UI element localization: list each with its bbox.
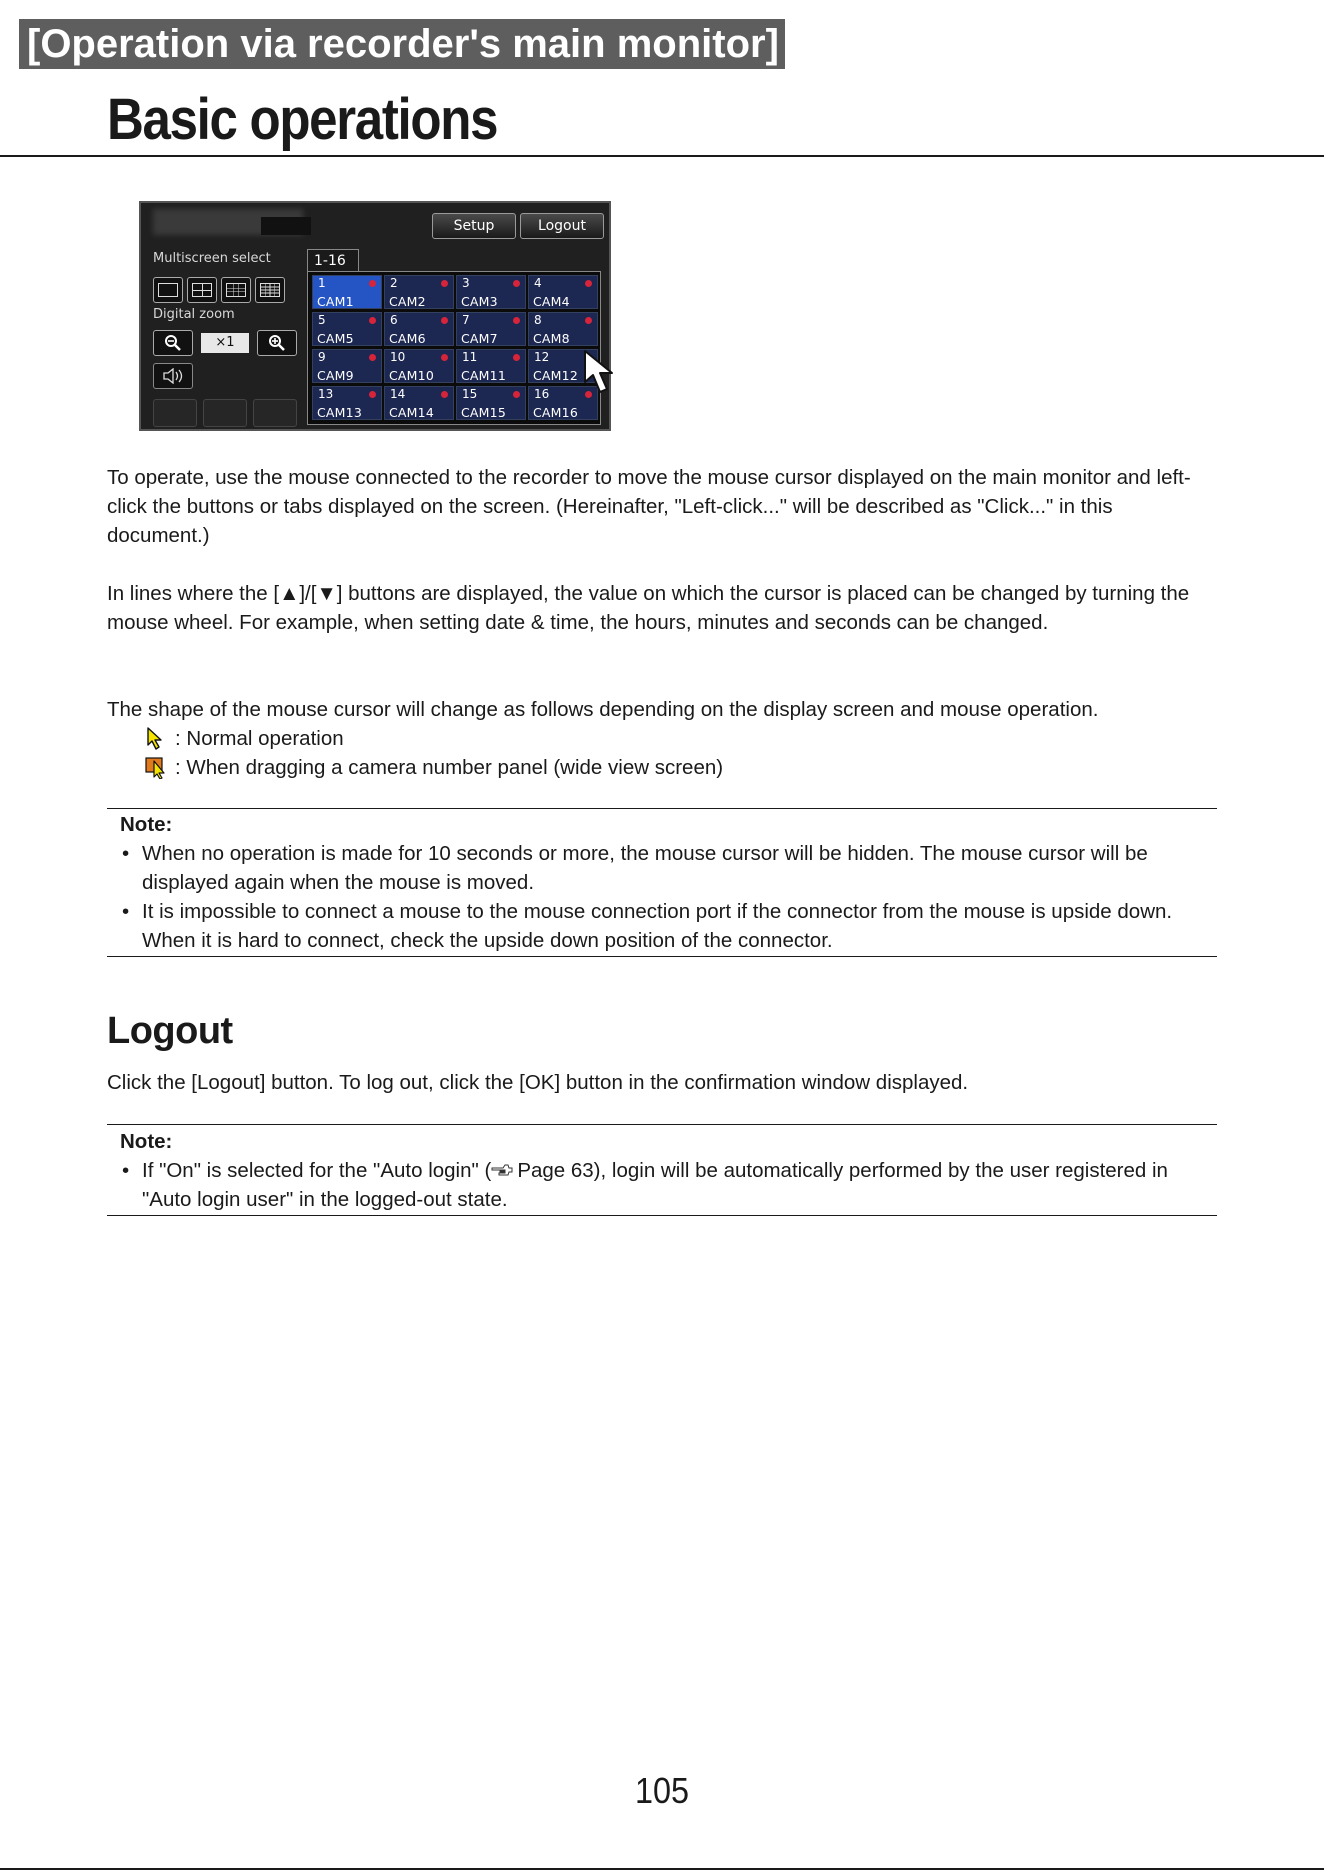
- cursor-legend-drag: [145, 753, 723, 782]
- camera-tile[interactable]: [456, 312, 526, 346]
- disabled-button: [253, 399, 297, 427]
- section-tag: [Operation via recorder's main monitor]: [19, 19, 785, 69]
- note-title: Note:: [120, 813, 173, 836]
- camera-tile[interactable]: [312, 386, 382, 420]
- tab-1-16[interactable]: 1-16: [307, 249, 359, 271]
- note-divider-bottom: [107, 956, 1217, 957]
- logout-button[interactable]: Logout: [520, 213, 604, 239]
- camera-tile[interactable]: [456, 275, 526, 309]
- cursor-drag-text: : When dragging a camera number panel (wide view screen): [175, 756, 724, 779]
- recording-indicator-icon: [369, 391, 376, 398]
- note-divider-top: [107, 1124, 1217, 1125]
- camera-name: CAM2: [389, 294, 426, 309]
- recording-indicator-icon: [585, 317, 592, 324]
- page-reference-icon: [491, 1164, 513, 1176]
- camera-number: 7: [462, 313, 470, 327]
- camera-name: CAM15: [461, 405, 506, 420]
- camera-number: 6: [390, 313, 398, 327]
- paragraph-cursor-shape: The shape of the mouse cursor will change as follows depending on the display screen and mouse operation.: [107, 698, 1099, 721]
- zoom-value: ×1: [201, 333, 249, 353]
- logout-text: Click the [Logout] button. To log out, click the [OK] button in the confirmation window displayed.: [107, 1071, 969, 1094]
- camera-number: 1: [318, 276, 326, 290]
- recording-indicator-icon: [441, 354, 448, 361]
- camera-number: 10: [390, 350, 406, 364]
- logout-heading: Logout: [107, 1010, 233, 1052]
- camera-name: CAM7: [461, 331, 498, 346]
- note-title: Note:: [120, 1130, 173, 1153]
- drag-cursor-icon: [145, 755, 167, 779]
- camera-name: CAM11: [461, 368, 506, 383]
- quad-screen-button[interactable]: [187, 277, 217, 303]
- camera-tile[interactable]: [312, 275, 382, 309]
- camera-number: 5: [318, 313, 326, 327]
- camera-tile[interactable]: [528, 312, 598, 346]
- camera-name: CAM9: [317, 368, 354, 383]
- camera-tile[interactable]: [384, 275, 454, 309]
- camera-number: 15: [462, 387, 478, 401]
- bottom-divider: [0, 1868, 1324, 1870]
- camera-name: CAM6: [389, 331, 426, 346]
- recording-indicator-icon: [441, 280, 448, 287]
- camera-grid: [307, 271, 601, 425]
- page-number: 105: [634, 1770, 690, 1811]
- audio-button[interactable]: [153, 363, 193, 389]
- sixteen-screen-button[interactable]: [255, 277, 285, 303]
- recording-indicator-icon: [369, 317, 376, 324]
- camera-tile[interactable]: [384, 386, 454, 420]
- zoom-out-button[interactable]: [153, 330, 193, 356]
- note-divider-top: [107, 808, 1217, 809]
- camera-number: 13: [318, 387, 334, 401]
- normal-cursor-icon: [145, 726, 167, 750]
- camera-tile[interactable]: [312, 349, 382, 383]
- disabled-button: [153, 399, 197, 427]
- paragraph-operate: To operate, use the mouse connected to the recorder to move the mouse cursor displayed on the main monitor and left-click the buttons or tabs displayed on the screen. (Hereinafter, "Left-click..." will be described as "Click..." in this document.): [107, 466, 1191, 547]
- camera-number: 2: [390, 276, 398, 290]
- zoom-in-icon: [268, 334, 286, 352]
- camera-name: CAM12: [533, 368, 578, 383]
- camera-name: CAM3: [461, 294, 498, 309]
- single-screen-button[interactable]: [153, 277, 183, 303]
- camera-name: CAM10: [389, 368, 434, 383]
- camera-name: CAM5: [317, 331, 354, 346]
- recording-indicator-icon: [369, 354, 376, 361]
- recording-indicator-icon: [513, 280, 520, 287]
- camera-number: 14: [390, 387, 406, 401]
- camera-name: CAM8: [533, 331, 570, 346]
- camera-number: 16: [534, 387, 550, 401]
- nine-screen-button[interactable]: [221, 277, 251, 303]
- speaker-icon: [162, 368, 184, 384]
- camera-number: 4: [534, 276, 542, 290]
- recording-indicator-icon: [441, 317, 448, 324]
- camera-tile[interactable]: [456, 349, 526, 383]
- camera-tile[interactable]: [384, 349, 454, 383]
- camera-number: 12: [534, 350, 550, 364]
- cursor-legend-normal: [145, 724, 344, 753]
- camera-tile[interactable]: [456, 386, 526, 420]
- blurred-title-block: [261, 217, 311, 235]
- monitor-screenshot: [139, 201, 611, 431]
- camera-name: CAM13: [317, 405, 362, 420]
- recording-indicator-icon: [513, 354, 520, 361]
- camera-name: CAM4: [533, 294, 570, 309]
- camera-name: CAM14: [389, 405, 434, 420]
- disabled-button: [203, 399, 247, 427]
- recording-indicator-icon: [369, 280, 376, 287]
- camera-number: 11: [462, 350, 478, 364]
- note-item: [120, 1156, 1218, 1214]
- note-item: • When no operation is made for 10 seconds or more, the mouse cursor will be hidden. The mouse cursor will be displayed again when the mouse is moved.: [120, 839, 1218, 897]
- camera-number: 9: [318, 350, 326, 364]
- zoom-out-icon: [164, 334, 182, 352]
- camera-name: CAM16: [533, 405, 578, 420]
- note-text-after: Page 63), login will be automatically performed by the user registered in "Auto login user" in the logged-out state.: [142, 1159, 1168, 1211]
- camera-tile[interactable]: [312, 312, 382, 346]
- setup-button[interactable]: Setup: [432, 213, 516, 239]
- camera-tile[interactable]: [384, 312, 454, 346]
- paragraph-wheel: In lines where the [▲]/[▼] buttons are displayed, the value on which the cursor is placed can be changed by turning the mouse wheel. For example, when setting date & time, the hours, minutes and seconds can be changed.: [107, 582, 1190, 634]
- multiscreen-select-label: Multiscreen select: [153, 251, 271, 266]
- recording-indicator-icon: [513, 391, 520, 398]
- recording-indicator-icon: [513, 317, 520, 324]
- camera-name: CAM1: [317, 294, 354, 309]
- camera-tile[interactable]: [528, 275, 598, 309]
- camera-number: 8: [534, 313, 542, 327]
- note-item: • It is impossible to connect a mouse to the mouse connection port if the connector from the mouse is upside down. When it is hard to connect, check the upside down position of the connector.: [120, 897, 1218, 955]
- cursor-normal-text: : Normal operation: [175, 727, 344, 750]
- note-divider-bottom: [107, 1215, 1217, 1216]
- camera-number: 3: [462, 276, 470, 290]
- note-text-before: If "On" is selected for the "Auto login" (: [142, 1159, 492, 1182]
- mouse-cursor-icon: [582, 348, 626, 396]
- recording-indicator-icon: [585, 280, 592, 287]
- zoom-in-button[interactable]: [257, 330, 297, 356]
- title-divider: [0, 155, 1324, 157]
- recording-indicator-icon: [441, 391, 448, 398]
- page-title: Basic operations: [107, 87, 498, 152]
- digital-zoom-label: Digital zoom: [153, 307, 235, 322]
